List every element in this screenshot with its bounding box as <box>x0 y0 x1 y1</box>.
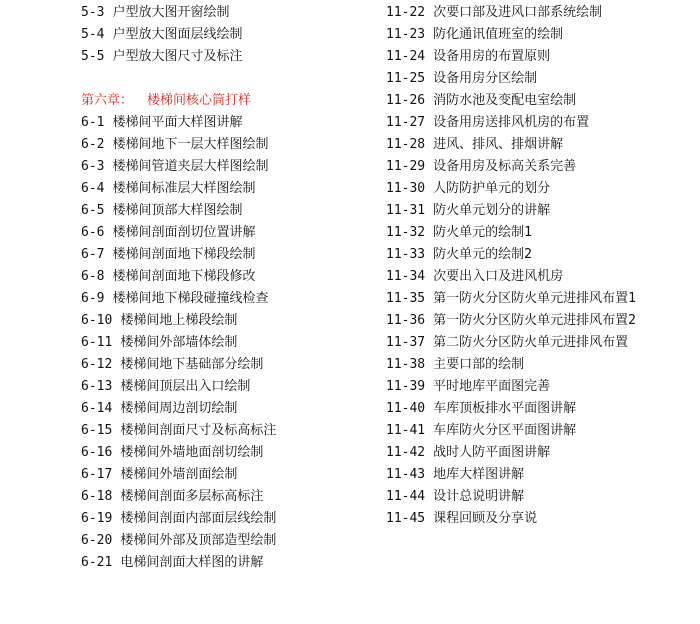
item-number: 6-16 <box>81 445 113 460</box>
list-item <box>386 178 696 200</box>
item-title: 防火单元划分的讲解 <box>433 203 551 218</box>
item-number: 6-7 <box>81 247 105 262</box>
list-item <box>81 376 381 398</box>
item-title: 楼梯间地上梯段绘制 <box>120 313 238 328</box>
list-item <box>386 376 696 398</box>
section-spacer <box>81 68 381 90</box>
item-title: 地库大样图讲解 <box>433 467 525 482</box>
item-title: 楼梯间顶部大样图绘制 <box>112 203 243 218</box>
list-item <box>386 398 696 420</box>
list-item <box>386 310 696 332</box>
item-title: 战时人防平面图讲解 <box>433 445 551 460</box>
list-item <box>386 288 696 310</box>
item-number: 6-3 <box>81 159 105 174</box>
list-item <box>386 134 696 156</box>
item-number: 11-38 <box>386 357 426 372</box>
item-number: 6-5 <box>81 203 105 218</box>
item-number: 11-36 <box>386 313 426 328</box>
item-title: 楼梯间外墙地面剖切绘制 <box>120 445 264 460</box>
item-number: 11-30 <box>386 181 426 196</box>
item-title: 车库顶板排水平面图讲解 <box>433 401 577 416</box>
item-title: 人防防护单元的划分 <box>433 181 551 196</box>
list-item <box>81 420 381 442</box>
item-number: 11-28 <box>386 137 426 152</box>
item-number: 6-21 <box>81 555 113 570</box>
item-number: 6-10 <box>81 313 113 328</box>
item-title: 楼梯间标准层大样图绘制 <box>112 181 256 196</box>
item-number: 6-8 <box>81 269 105 284</box>
list-item <box>386 200 696 222</box>
item-number: 11-23 <box>386 27 426 42</box>
item-title: 楼梯间剖面尺寸及标高标注 <box>120 423 277 438</box>
item-title: 主要口部的绘制 <box>433 357 525 372</box>
item-number: 6-11 <box>81 335 113 350</box>
right-column <box>386 2 696 530</box>
item-title: 楼梯间剖面多层标高标注 <box>120 489 264 504</box>
left-column <box>81 2 381 574</box>
item-number: 11-37 <box>386 335 426 350</box>
item-title: 户型放大图开窗绘制 <box>112 5 230 20</box>
list-item <box>386 222 696 244</box>
list-item <box>81 332 381 354</box>
item-title: 次要出入口及进风机房 <box>433 269 564 284</box>
item-number: 11-31 <box>386 203 426 218</box>
list-item <box>81 222 381 244</box>
item-title: 消防水池及变配电室绘制 <box>433 93 577 108</box>
item-title: 户型放大图尺寸及标注 <box>112 49 243 64</box>
list-item <box>386 486 696 508</box>
item-number: 6-6 <box>81 225 105 240</box>
item-number: 11-43 <box>386 467 426 482</box>
chapter-heading <box>81 90 381 112</box>
item-title: 进风、排风、排烟讲解 <box>433 137 564 152</box>
item-title: 第一防火分区防火单元进排风布置1 <box>433 291 636 306</box>
item-number: 6-1 <box>81 115 105 130</box>
item-number: 6-2 <box>81 137 105 152</box>
list-item <box>81 530 381 552</box>
item-number: 5-3 <box>81 5 105 20</box>
item-title: 设备用房及标高关系完善 <box>433 159 577 174</box>
list-item <box>81 156 381 178</box>
list-item <box>386 442 696 464</box>
item-title: 设备用房送排风机房的布置 <box>433 115 590 130</box>
item-title: 楼梯间地下梯段碰撞线检查 <box>112 291 269 306</box>
list-item <box>386 24 696 46</box>
list-item <box>386 68 696 90</box>
list-item <box>386 508 696 530</box>
item-title: 楼梯间剖面内部面层线绘制 <box>120 511 277 526</box>
list-item <box>81 134 381 156</box>
item-title: 户型放大图面层线绘制 <box>112 27 243 42</box>
item-number: 6-15 <box>81 423 113 438</box>
item-number: 11-25 <box>386 71 426 86</box>
list-item <box>81 486 381 508</box>
list-item <box>81 288 381 310</box>
item-title: 次要口部及进风口部系统绘制 <box>433 5 603 20</box>
item-title: 第一防火分区防火单元进排风布置2 <box>433 313 636 328</box>
item-title: 楼梯间外部及顶部造型绘制 <box>120 533 277 548</box>
item-title: 楼梯间地下基础部分绘制 <box>120 357 264 372</box>
list-item <box>81 354 381 376</box>
item-number: 6-14 <box>81 401 113 416</box>
list-item <box>81 24 381 46</box>
list-item <box>81 2 381 24</box>
list-item <box>81 552 381 574</box>
item-title: 车库防火分区平面图讲解 <box>433 423 577 438</box>
list-item <box>386 90 696 112</box>
list-item <box>81 464 381 486</box>
list-item <box>81 178 381 200</box>
item-title: 楼梯间剖面地下梯段修改 <box>112 269 256 284</box>
list-item <box>81 46 381 68</box>
chapter-title: 楼梯间核心筒打样 <box>147 93 252 108</box>
item-title: 楼梯间外部墙体绘制 <box>120 335 238 350</box>
list-item <box>386 46 696 68</box>
item-number: 11-45 <box>386 511 426 526</box>
list-item <box>81 442 381 464</box>
item-title: 楼梯间管道夹层大样图绘制 <box>112 159 269 174</box>
list-item <box>386 464 696 486</box>
item-number: 6-9 <box>81 291 105 306</box>
list-item <box>81 244 381 266</box>
item-number: 5-4 <box>81 27 105 42</box>
item-title: 防化通讯值班室的绘制 <box>433 27 564 42</box>
list-item <box>386 420 696 442</box>
item-number: 11-35 <box>386 291 426 306</box>
list-item <box>386 266 696 288</box>
item-number: 6-20 <box>81 533 113 548</box>
list-item <box>386 112 696 134</box>
item-title: 第二防火分区防火单元进排风布置 <box>433 335 629 350</box>
item-number: 5-5 <box>81 49 105 64</box>
item-number: 11-27 <box>386 115 426 130</box>
item-number: 11-44 <box>386 489 426 504</box>
list-item <box>81 112 381 134</box>
item-number: 6-12 <box>81 357 113 372</box>
item-title: 电梯间剖面大样图的讲解 <box>120 555 264 570</box>
list-item <box>81 266 381 288</box>
item-title: 楼梯间顶层出入口绘制 <box>120 379 251 394</box>
item-number: 6-18 <box>81 489 113 504</box>
item-number: 11-40 <box>386 401 426 416</box>
list-item <box>386 244 696 266</box>
item-number: 11-39 <box>386 379 426 394</box>
item-number: 6-17 <box>81 467 113 482</box>
chapter-label: 第六章： <box>81 93 134 108</box>
list-item <box>81 398 381 420</box>
item-number: 11-26 <box>386 93 426 108</box>
list-item <box>386 156 696 178</box>
list-item <box>81 200 381 222</box>
item-title: 防火单元的绘制2 <box>433 247 532 262</box>
item-number: 11-41 <box>386 423 426 438</box>
item-number: 11-22 <box>386 5 426 20</box>
item-title: 楼梯间剖面地下梯段绘制 <box>112 247 256 262</box>
item-number: 11-29 <box>386 159 426 174</box>
item-title: 楼梯间平面大样图讲解 <box>112 115 243 130</box>
item-number: 11-33 <box>386 247 426 262</box>
item-title: 设计总说明讲解 <box>433 489 525 504</box>
item-number: 6-4 <box>81 181 105 196</box>
item-number: 11-24 <box>386 49 426 64</box>
item-title: 楼梯间外墙剖面绘制 <box>120 467 238 482</box>
item-number: 11-42 <box>386 445 426 460</box>
list-item <box>81 508 381 530</box>
item-title: 楼梯间周边剖切绘制 <box>120 401 238 416</box>
list-item <box>81 310 381 332</box>
item-title: 课程回顾及分享说 <box>433 511 538 526</box>
item-title: 设备用房的布置原则 <box>433 49 551 64</box>
item-number: 11-34 <box>386 269 426 284</box>
item-number: 6-19 <box>81 511 113 526</box>
item-title: 防火单元的绘制1 <box>433 225 532 240</box>
list-item <box>386 2 696 24</box>
item-title: 设备用房分区绘制 <box>433 71 538 86</box>
item-number: 6-13 <box>81 379 113 394</box>
item-title: 平时地库平面图完善 <box>433 379 551 394</box>
list-item <box>386 332 696 354</box>
item-number: 11-32 <box>386 225 426 240</box>
list-item <box>386 354 696 376</box>
item-title: 楼梯间剖面剖切位置讲解 <box>112 225 256 240</box>
item-title: 楼梯间地下一层大样图绘制 <box>112 137 269 152</box>
